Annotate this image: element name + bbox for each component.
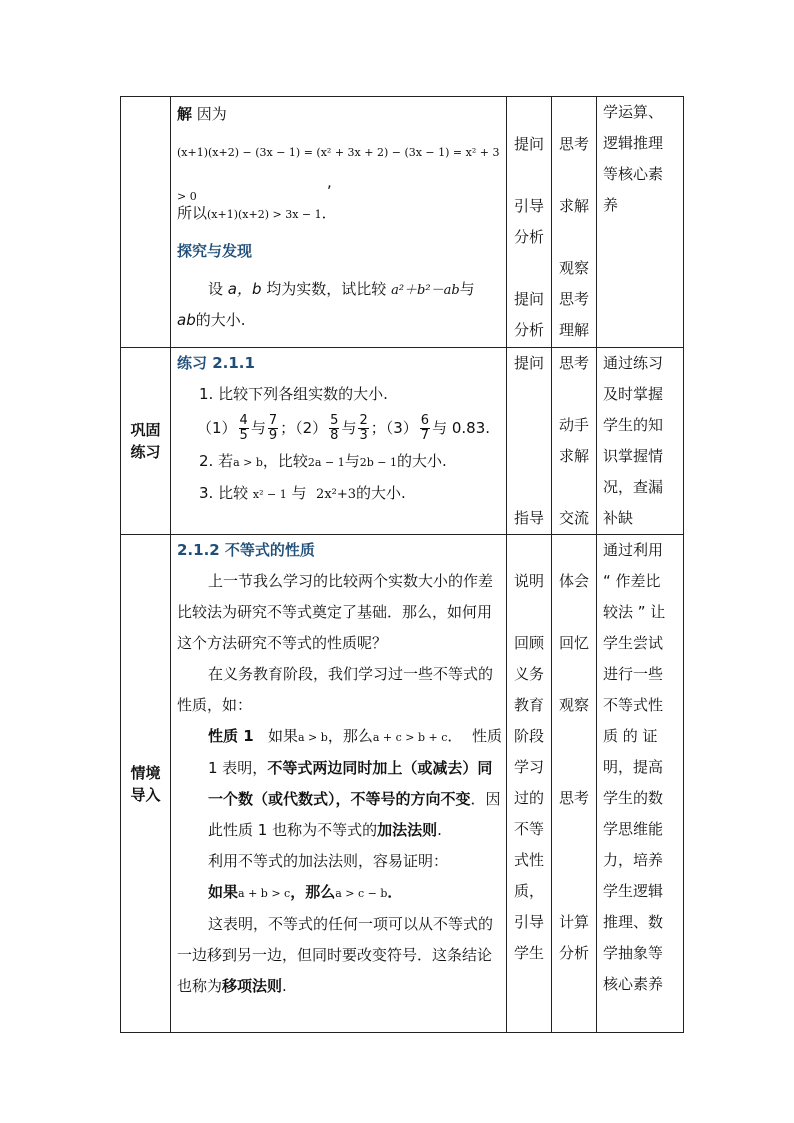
explore-text-a: 设 bbox=[208, 280, 224, 298]
goal-line: 通过利用 bbox=[603, 541, 664, 559]
goal-line: “ 作差比 bbox=[603, 572, 661, 590]
teacher-activity: 分析 bbox=[513, 321, 544, 339]
q2-connector: 与 bbox=[344, 452, 360, 470]
content-cell bbox=[171, 97, 507, 348]
q2-condition: a > b bbox=[233, 456, 263, 469]
fraction bbox=[420, 414, 430, 443]
student-activity: 思考 bbox=[558, 290, 589, 308]
numerator: 2 bbox=[359, 413, 368, 428]
goal-line: 学生的数 bbox=[603, 789, 664, 807]
solution-text: 因为 bbox=[196, 105, 227, 123]
goal-line: 较法 ” 让 bbox=[603, 603, 666, 621]
goal-line: 学抽象等 bbox=[603, 944, 664, 962]
denominator: 5 bbox=[239, 428, 248, 443]
rule-statement bbox=[177, 877, 502, 909]
denominator: 3 bbox=[359, 428, 368, 443]
q2-prefix: 2. 若 bbox=[199, 452, 234, 470]
therefore-suffix: ． bbox=[321, 204, 337, 222]
student-activity: 回忆 bbox=[558, 634, 589, 652]
q3-suffix: 的大小. bbox=[356, 484, 406, 502]
teacher-activity-cell bbox=[507, 535, 552, 1033]
row-label-line: 导入 bbox=[130, 785, 161, 804]
numerator: 5 bbox=[330, 413, 339, 428]
student-activity-cell bbox=[552, 97, 597, 348]
property-end: . bbox=[437, 821, 442, 839]
student-activity: 观察 bbox=[558, 259, 589, 277]
teacher-activity: 说明 bbox=[513, 572, 544, 590]
property-after: ．因此性质 1 也称为不等式的 bbox=[208, 790, 501, 839]
q3-prefix: 3. 比较 bbox=[199, 484, 249, 502]
row-label-empty bbox=[121, 97, 171, 348]
connector: 与 bbox=[250, 419, 266, 437]
question-1: 1. 比较下列各组实数的大小. bbox=[199, 385, 388, 403]
property-label: 性质 1 bbox=[208, 727, 254, 745]
teacher-activity: 不等 bbox=[513, 820, 544, 838]
teacher-activity: 提问 bbox=[513, 354, 544, 372]
property-condition: a > b bbox=[298, 731, 328, 744]
teacher-activity: 教育 bbox=[513, 696, 544, 714]
property-1 bbox=[177, 721, 502, 846]
connector: 与 bbox=[341, 419, 357, 437]
teacher-activity: 引导 bbox=[513, 197, 544, 215]
student-activity: 思考 bbox=[558, 135, 589, 153]
property-result: a + c > b + c bbox=[372, 731, 448, 744]
part-label: ；（3） bbox=[370, 419, 418, 437]
student-activity: 计算 bbox=[558, 913, 589, 931]
goal-line: 养 bbox=[603, 196, 619, 214]
property-dot: ． bbox=[447, 727, 463, 745]
practice-heading: 练习 2.1.1 bbox=[177, 354, 255, 372]
explore-var-ab: ab bbox=[177, 311, 196, 329]
teacher-activity-cell bbox=[507, 348, 552, 535]
therefore-math: (x+1)(x+2) > 3x − 1 bbox=[207, 208, 322, 221]
teacher-activity: 分析 bbox=[513, 228, 544, 246]
property-then: ，那么 bbox=[327, 727, 373, 745]
fraction bbox=[239, 414, 249, 443]
q3-connector: 与 bbox=[291, 484, 307, 502]
goal-line: 进行一些 bbox=[603, 665, 664, 683]
goal-cell bbox=[597, 535, 684, 1033]
goal-cell bbox=[597, 97, 684, 348]
student-activity: 思考 bbox=[558, 789, 589, 807]
fraction bbox=[268, 414, 278, 443]
teacher-activity: 质， bbox=[513, 882, 544, 900]
goal-line: 学运算、 bbox=[603, 103, 664, 121]
paragraph: 利用不等式的加法法则，容易证明： bbox=[208, 852, 449, 870]
goal-line: 核心素养 bbox=[603, 975, 664, 993]
question-3 bbox=[177, 478, 502, 510]
goal-line: 明，提高 bbox=[603, 758, 664, 776]
numerator: 7 bbox=[268, 413, 278, 428]
paragraph: 在义务教育阶段，我们学习过一些不等式的性质，如： bbox=[177, 665, 494, 714]
q3-expr-1: x² − 1 bbox=[252, 488, 287, 501]
teacher-activity: 提问 bbox=[513, 290, 544, 308]
lesson-plan-table bbox=[120, 96, 684, 1033]
numerator: 6 bbox=[420, 413, 430, 428]
goal-line: 等核心素 bbox=[603, 165, 664, 183]
explore-vars: a，b bbox=[227, 280, 262, 298]
goal-line: 不等式性 bbox=[603, 696, 664, 714]
rule-dot: ． bbox=[387, 883, 403, 901]
paragraph: 上一节我么学习的比较两个实数大小的作差比较法为研究不等式奠定了基础．那么，如何用这个方法研究不等式的性质呢？ bbox=[177, 572, 494, 652]
rule-result: a > c − b bbox=[335, 887, 388, 900]
q2-expr-1: 2a − 1 bbox=[307, 456, 345, 469]
explore-expr: a²＋b²－ab bbox=[391, 283, 460, 298]
property-if: 如果 bbox=[267, 727, 298, 745]
student-activity: 分析 bbox=[558, 944, 589, 962]
content-cell bbox=[171, 348, 507, 535]
row-label bbox=[121, 348, 171, 535]
q2-suffix: 的大小. bbox=[396, 452, 447, 470]
table-row bbox=[121, 97, 684, 348]
rule-condition: a + b > c bbox=[238, 887, 291, 900]
part-label: ；（2） bbox=[280, 419, 328, 437]
teacher-activity: 回顾 bbox=[513, 634, 544, 652]
transposition-rule-term: 移项法则 bbox=[222, 977, 283, 995]
solution-label: 解 bbox=[177, 105, 193, 123]
question-1-parts bbox=[177, 410, 502, 446]
goal-line: 学思维能 bbox=[603, 820, 664, 838]
teacher-activity: 学习 bbox=[513, 758, 544, 776]
part-label: （1） bbox=[197, 419, 237, 437]
section-heading: 2.1.2 不等式的性质 bbox=[177, 541, 315, 559]
addition-rule-term: 加法法则 bbox=[377, 821, 438, 839]
teacher-activity: 义务 bbox=[513, 665, 544, 683]
explore-heading: 探究与发现 bbox=[177, 242, 253, 260]
student-activity: 求解 bbox=[558, 197, 589, 215]
student-activity: 求解 bbox=[558, 447, 589, 465]
student-activity: 思考 bbox=[558, 354, 589, 372]
property-explain: 性质 1 表明， bbox=[208, 727, 502, 777]
goal-line: 学生的知 bbox=[603, 416, 664, 434]
teacher-activity: 阶段 bbox=[513, 727, 544, 745]
row-label bbox=[121, 535, 171, 1033]
goal-line: 推理、数 bbox=[603, 913, 664, 931]
q3-expr-2: 2x²+3 bbox=[316, 487, 357, 502]
equation-comma: , bbox=[327, 173, 332, 191]
therefore-prefix: 所以 bbox=[177, 204, 208, 222]
table-row bbox=[121, 535, 684, 1033]
explore-text-b: 均为实数，试比较 bbox=[266, 280, 387, 298]
paragraph bbox=[177, 909, 502, 1002]
paragraph-end: . bbox=[282, 977, 287, 995]
solution-equation: (x+1)(x+2) − (3x − 1) = (x² + 3x + 2) − (3x − 1) = x² + 3 > 0 bbox=[177, 146, 500, 203]
q2-expr-2: 2b − 1 bbox=[359, 456, 397, 469]
goal-line: 通过练习 bbox=[603, 354, 664, 372]
teacher-activity: 过的 bbox=[513, 789, 544, 807]
content-cell bbox=[171, 535, 507, 1033]
teacher-activity: 学生 bbox=[513, 944, 544, 962]
goal-cell bbox=[597, 348, 684, 535]
goal-line: 力，培养 bbox=[603, 851, 664, 869]
student-activity-cell bbox=[552, 535, 597, 1033]
fraction bbox=[358, 414, 368, 443]
denominator: 9 bbox=[268, 428, 278, 443]
property-statement: 不等式两边同时加上（或减去）同一个数（或代数式），不等号的方向不变 bbox=[208, 759, 493, 808]
row-label-line: 情境 bbox=[130, 763, 161, 782]
denominator: 8 bbox=[330, 428, 339, 443]
goal-line: 及时掌握 bbox=[603, 385, 664, 403]
teacher-activity: 引导 bbox=[513, 913, 544, 931]
goal-line: 补缺 bbox=[603, 509, 634, 527]
table-row bbox=[121, 348, 684, 535]
rule-if: 如果 bbox=[208, 883, 239, 901]
paragraph-text: 这表明，不等式的任何一项可以从不等式的一边移到另一边，但同时要改变符号．这条结论也称为 bbox=[177, 915, 494, 995]
teacher-activity-cell bbox=[507, 97, 552, 348]
row-label-line: 巩固 bbox=[130, 421, 161, 439]
fraction bbox=[329, 414, 339, 443]
goal-line: 质 的 证 bbox=[603, 727, 658, 745]
question-2 bbox=[177, 446, 502, 478]
connector: 与 0.83. bbox=[432, 419, 491, 437]
teacher-activity: 式性 bbox=[513, 851, 544, 869]
goal-line: 识掌握情 bbox=[603, 447, 664, 465]
student-activity: 交流 bbox=[558, 509, 589, 527]
student-activity: 动手 bbox=[558, 416, 589, 434]
student-activity: 观察 bbox=[558, 696, 589, 714]
teacher-activity: 提问 bbox=[513, 135, 544, 153]
goal-line: 逻辑推理 bbox=[603, 134, 664, 152]
teacher-activity: 指导 bbox=[513, 509, 544, 527]
student-activity-cell bbox=[552, 348, 597, 535]
explore-text-d: 的大小. bbox=[195, 311, 246, 329]
q2-mid: ，比较 bbox=[262, 452, 308, 470]
student-activity: 体会 bbox=[558, 572, 589, 590]
row-label-line: 练习 bbox=[130, 443, 161, 461]
goal-line: 学生逻辑 bbox=[603, 882, 664, 900]
numerator: 4 bbox=[239, 413, 248, 428]
denominator: 7 bbox=[420, 428, 430, 443]
goal-line: 学生尝试 bbox=[603, 634, 664, 652]
goal-line: 况，查漏 bbox=[603, 478, 664, 496]
student-activity: 理解 bbox=[558, 321, 589, 339]
explore-text-c: 与 bbox=[459, 280, 475, 298]
rule-then: ，那么 bbox=[290, 883, 336, 901]
